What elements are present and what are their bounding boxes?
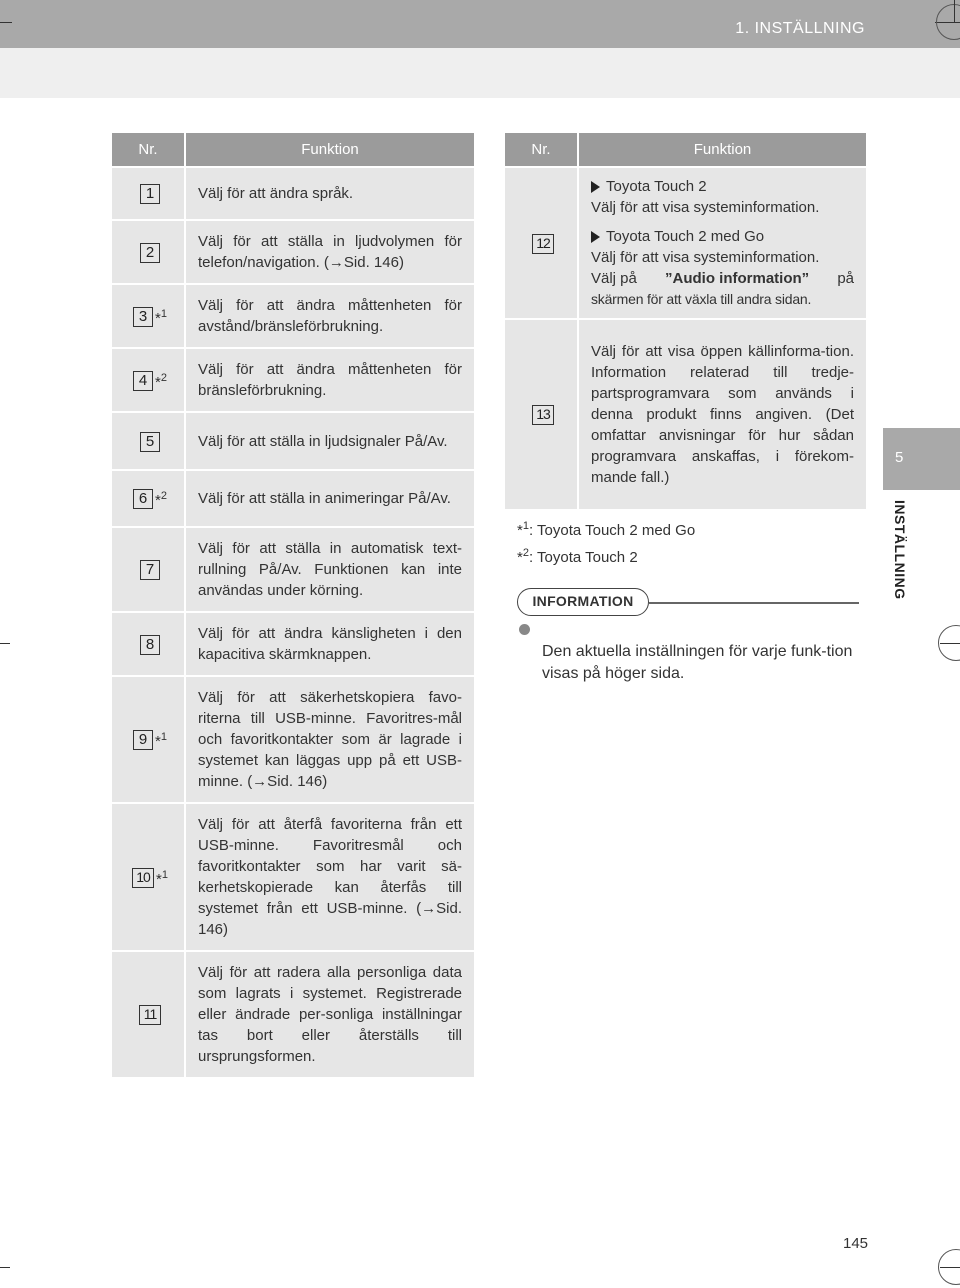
- table-row: [112, 167, 474, 220]
- funktion-header: Funktion: [578, 133, 866, 167]
- nr-header: Nr.: [112, 133, 185, 167]
- variant-title: Toyota Touch 2: [591, 176, 854, 197]
- function-description: Välj för att visa öppen källinforma-tion. Information relaterad till tredje-partsprogramvara som används i denna produkt finns angiven. (Det omfattar anvisningar för hur sådan programvara anskaffas, i förekom-mande fall.): [578, 319, 866, 509]
- footnote-1: *$^1$: Toyota Touch 2 med Go: [517, 520, 696, 539]
- item-number-box: 5: [140, 432, 160, 452]
- information-text: Den aktuella inställningen för varje funk-tion visas på höger sida.: [542, 643, 853, 682]
- item-number-box: 4: [133, 371, 153, 391]
- function-table-right: [505, 133, 866, 509]
- item-number-box: 6: [133, 489, 153, 509]
- table-row: [112, 220, 474, 284]
- crop-mark: [0, 1267, 10, 1268]
- variant-title: Toyota Touch 2 med Go: [591, 226, 854, 247]
- function-description: Välj för att ändra måttenheten för avstånd/bränsleförbrukning.: [185, 284, 474, 348]
- chapter-side-label: INSTÄLLNING: [892, 500, 908, 600]
- footnote-star: *$^2$: [155, 371, 167, 391]
- function-description: Välj för att säkerhetskopiera favo-riterna till USB-minne. Favoritres-mål och favoritkontakter som är lagrade i systemet kan läggas upp på ett USB-minne. (→Sid. 146): [185, 676, 474, 803]
- table-row: [112, 284, 474, 348]
- triangle-bullet-icon: [591, 181, 600, 193]
- function-description: Välj för att radera alla personliga data som lagrats i systemet. Registrerade eller ändrade per-sonliga inställningar tas bort eller återställs till ursprungsformen.: [185, 951, 474, 1077]
- item-number-box: 8: [140, 635, 160, 655]
- table-row: [112, 951, 474, 1077]
- subheader-band: [0, 48, 960, 98]
- function-description: Välj för att ställa in ljudvolymen för telefon/navigation. (→Sid. 146): [185, 220, 474, 284]
- function-description: Välj för att ändra språk.: [185, 167, 474, 220]
- function-table-left: [112, 133, 474, 1077]
- chapter-title: 1. INSTÄLLNING: [735, 20, 865, 37]
- table-row: [112, 527, 474, 612]
- function-description: Välj för att återfå favoriterna från ett USB-minne. Favoritresmål och favoritkontakter som har varit sä-kerhetskopierade kan återfås till systemet från ett USB-minne. (→Sid. 146): [185, 803, 474, 951]
- table-row: [112, 612, 474, 676]
- table-row: [112, 803, 474, 951]
- function-description: Välj för att ändra känsligheten i den kapacitiva skärmknappen.: [185, 612, 474, 676]
- variant-text: Välj för att visa systeminformation.: [591, 249, 820, 266]
- function-description: Välj för att ställa in ljudsignaler På/Av.: [185, 412, 474, 470]
- item-number-box: 9: [133, 730, 153, 750]
- table-row: [112, 412, 474, 470]
- crop-mark: [0, 643, 10, 644]
- footnote-star: *$^2$: [155, 490, 167, 509]
- item-number-box: 1: [140, 184, 160, 204]
- variant-text: Välj på ”Audio information” på: [591, 270, 854, 287]
- footnotes: [517, 515, 695, 569]
- item-number-box: 7: [140, 560, 160, 580]
- crop-mark: [0, 22, 12, 23]
- function-description: [578, 167, 866, 319]
- item-number-box: 11: [139, 1005, 161, 1025]
- footnote-star: *$^1$: [155, 307, 167, 327]
- table-row: [505, 319, 866, 509]
- variant-text: Välj för att visa systeminformation.: [591, 199, 820, 216]
- triangle-bullet-icon: [591, 231, 600, 243]
- item-number-box: 12: [532, 234, 554, 254]
- funktion-header: Funktion: [185, 133, 474, 167]
- crop-mark: [954, 0, 955, 22]
- item-number-box: 13: [532, 405, 554, 425]
- nr-header: Nr.: [505, 133, 578, 167]
- footnote-star: *$^1$: [156, 868, 168, 888]
- item-number-box: 3: [133, 307, 153, 327]
- table-header-row: [505, 133, 866, 167]
- function-description: Välj för att ändra måttenheten för bränsleförbrukning.: [185, 348, 474, 412]
- table-row: [112, 348, 474, 412]
- chapter-number: 5: [895, 449, 904, 466]
- function-description: Välj för att ställa in animeringar På/Av.: [185, 470, 474, 527]
- information-divider: [649, 602, 859, 604]
- information-label: INFORMATION: [517, 588, 649, 616]
- table-row: [112, 470, 474, 527]
- table-header-row: [112, 133, 474, 167]
- item-number-box: 2: [140, 243, 160, 263]
- table-row: [505, 167, 866, 319]
- item-number-box: 10: [132, 868, 154, 888]
- function-description: Välj för att ställa in automatisk text-rullning På/Av. Funktionen kan inte användas under körning.: [185, 527, 474, 612]
- variant-text: skärmen för att växla till andra sidan.: [591, 291, 812, 307]
- table-row: [112, 676, 474, 803]
- crop-circle: [938, 625, 960, 661]
- page-number: 145: [843, 1235, 869, 1252]
- crop-circle: [938, 1249, 960, 1285]
- footnote-2: *$^2$: Toyota Touch 2: [517, 547, 638, 566]
- footnote-star: *$^1$: [155, 731, 167, 750]
